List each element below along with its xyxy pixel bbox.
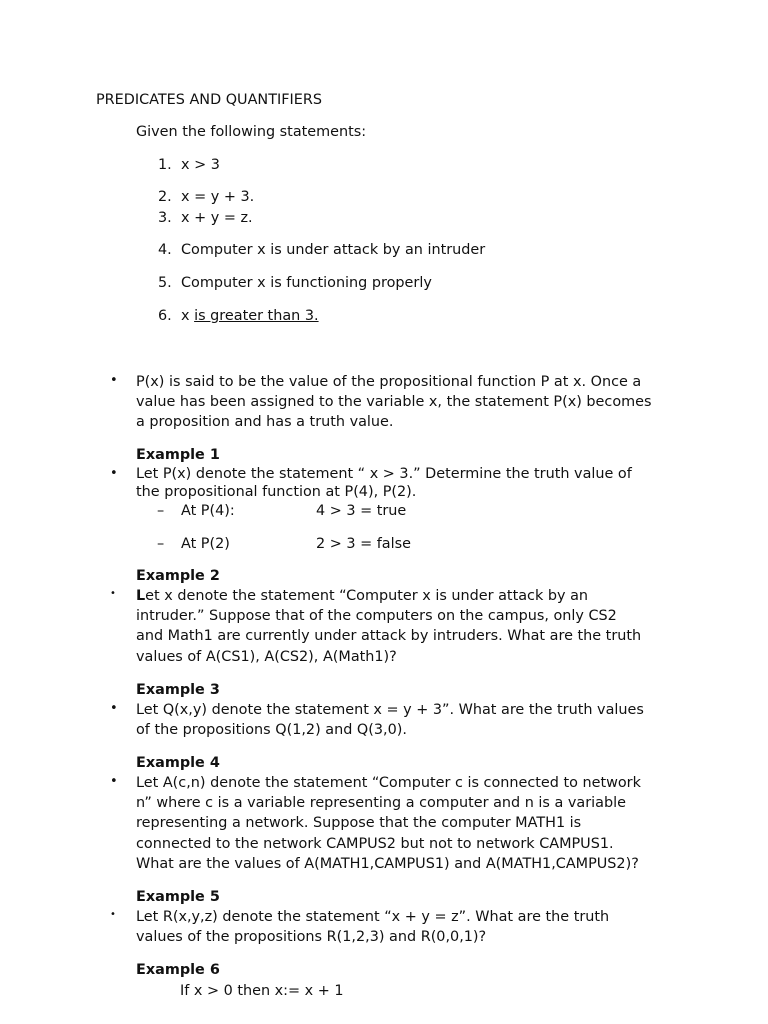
statement-number: 6. [158,308,172,324]
example-6-heading: Example 6 [136,962,220,978]
example-1-heading: Example 1 [136,447,220,463]
statement-text-underlined: is greater than 3. [194,308,319,324]
example-2-line: Let x denote the statement “Computer x is under attack by an [136,588,589,604]
example-3-line: of the propositions Q(1,2) and Q(3,0). [136,722,407,739]
example-1-line: Let P(x) denote the statement “ x > 3.” Determine the truth value of [136,466,632,482]
example-5-line: Let R(x,y,z) denote the statement “x + y = z”. What are the truth [136,909,610,925]
statement-text-plain: x [181,308,195,324]
example-2-line: and Math1 are currently under attack by intruders. What are the truth [136,628,642,645]
example-4-line: What are the values of A(MATH1,CAMPUS1) and A(MATH1,CAMPUS2)? [136,855,639,872]
example-4-heading: Example 4 [136,755,220,771]
dash-icon: – [157,503,165,519]
bullet-icon: • [110,373,118,388]
example-5-heading: Example 5 [136,889,220,905]
bullet-icon: • [110,774,118,789]
example-2-line: values of A(CS1), A(CS2), A(Math1)? [136,648,397,665]
example-1-sub-value: 4 > 3 = true [316,503,407,519]
example-4-line: representing a network. Suppose that the computer MATH1 is [136,815,582,832]
statement-text: x > 3 [181,157,220,173]
example-4-text [136,773,641,874]
statement-text [181,306,319,326]
definition-line: a proposition and has a truth value. [136,414,394,431]
statement-text: x + y = z. [181,210,253,226]
bullet-icon: • [110,701,118,716]
statement-number: 4. [158,242,172,258]
bullet-icon: • [110,909,116,920]
example-5-line: values of the propositions R(1,2,3) and R(0,0,1)? [136,929,487,946]
statement-text: Computer x is under attack by an intruder [181,242,486,258]
statement-text: Computer x is functioning properly [181,275,432,291]
example-4-line: Let A(c,n) denote the statement “Computer c is connected to network [136,775,641,791]
example-4-line: n” where c is a variable representing a computer and n is a variable [136,795,626,812]
definition-line: value has been assigned to the variable x, the statement P(x) becomes [136,394,652,411]
example-1-sub-label: At P(4): [181,503,235,519]
statement-number: 3. [158,210,172,226]
example-6-line: If x > 0 then x:= x + 1 [180,983,344,999]
intro-text: Given the following statements: [136,124,367,140]
definition-line: P(x) is said to be the value of the propositional function P at x. Once a [136,374,642,390]
example-1-line: the propositional function at P(4), P(2). [136,484,417,500]
bullet-icon: • [110,588,116,599]
dash-icon: – [157,536,165,552]
example-5-text [136,907,609,947]
example-4-line: connected to the network CAMPUS2 but not to network CAMPUS1. [136,835,614,852]
example-2-heading: Example 2 [136,568,220,584]
statement-number: 2. [158,189,172,205]
example-1-sub-value: 2 > 3 = false [316,536,411,552]
page-title: PREDICATES AND QUANTIFIERS [96,92,322,108]
example-2-line: intruder.” Suppose that of the computers on the campus, only CS2 [136,608,617,625]
example-3-text [136,700,644,740]
example-1-text [136,465,632,501]
example-3-line: Let Q(x,y) denote the statement x = y + 3”. What are the truth values [136,702,644,718]
statement-text: x = y + 3. [181,189,255,205]
example-3-heading: Example 3 [136,682,220,698]
example-1-sub-label: At P(2) [181,536,230,552]
definition-paragraph [136,372,652,433]
example-2-first-letter: L [136,588,146,604]
bullet-icon: • [110,466,118,481]
statement-number: 5. [158,275,172,291]
statement-number: 1. [158,157,172,173]
example-2-text [136,586,641,667]
